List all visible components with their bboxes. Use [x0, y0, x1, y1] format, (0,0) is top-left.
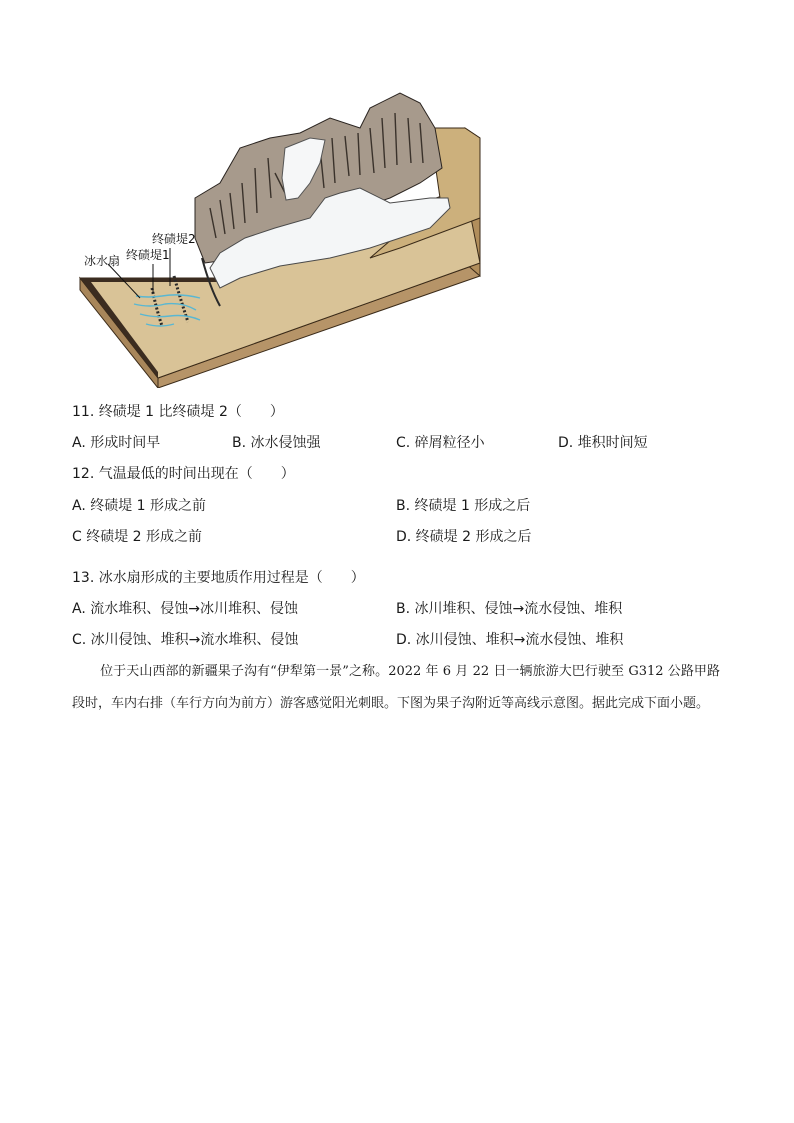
question-13-stem: 13. 冰水扇形成的主要地质作用过程是（ ）: [72, 570, 365, 586]
question-11-stem: 11. 终碛堤 1 比终碛堤 2（ ）: [72, 404, 284, 420]
question-12-option-c[interactable]: C 终碛堤 2 形成之前: [72, 529, 203, 545]
question-11-option-b[interactable]: B. 冰水侵蚀强: [232, 435, 321, 451]
label-moraine-2: 终碛堤2: [152, 232, 196, 246]
question-11-option-d[interactable]: D. 堆积时间短: [558, 435, 648, 451]
passage-paragraph: [72, 656, 720, 720]
glacier-illustration: [70, 88, 500, 388]
question-12-option-a[interactable]: A. 终碛堤 1 形成之前: [72, 498, 207, 514]
passage-text: 位于天山西部的新疆果子沟有“伊犁第一景”之称。2022 年 6 月 22 日一辆旅游大巴行驶至 G312 公路甲路段时，车内右排（车行方向为前方）游客感觉阳光刺眼。下图为果子沟附近等高线示意图。据此完成下面小题。: [72, 664, 720, 711]
question-12-stem: 12. 气温最低的时间出现在（ ）: [72, 466, 295, 482]
question-13-option-b[interactable]: B. 冰川堆积、侵蚀→流水侵蚀、堆积: [396, 601, 623, 617]
question-12-option-b[interactable]: B. 终碛堤 1 形成之后: [396, 498, 531, 514]
glacier-block-diagram: [70, 88, 500, 388]
label-moraine-1: 终碛堤1: [126, 248, 170, 262]
question-13-option-a[interactable]: A. 流水堆积、侵蚀→冰川堆积、侵蚀: [72, 601, 298, 617]
question-11-option-c[interactable]: C. 碎屑粒径小: [396, 435, 485, 451]
question-11-option-a[interactable]: A. 形成时间早: [72, 435, 161, 451]
question-13-option-c[interactable]: C. 冰川侵蚀、堆积→流水堆积、侵蚀: [72, 632, 299, 648]
question-13-option-d[interactable]: D. 冰川侵蚀、堆积→流水侵蚀、堆积: [396, 632, 624, 648]
question-12-option-d[interactable]: D. 终碛堤 2 形成之后: [396, 529, 532, 545]
label-outwash-fan: 冰水扇: [84, 254, 121, 268]
